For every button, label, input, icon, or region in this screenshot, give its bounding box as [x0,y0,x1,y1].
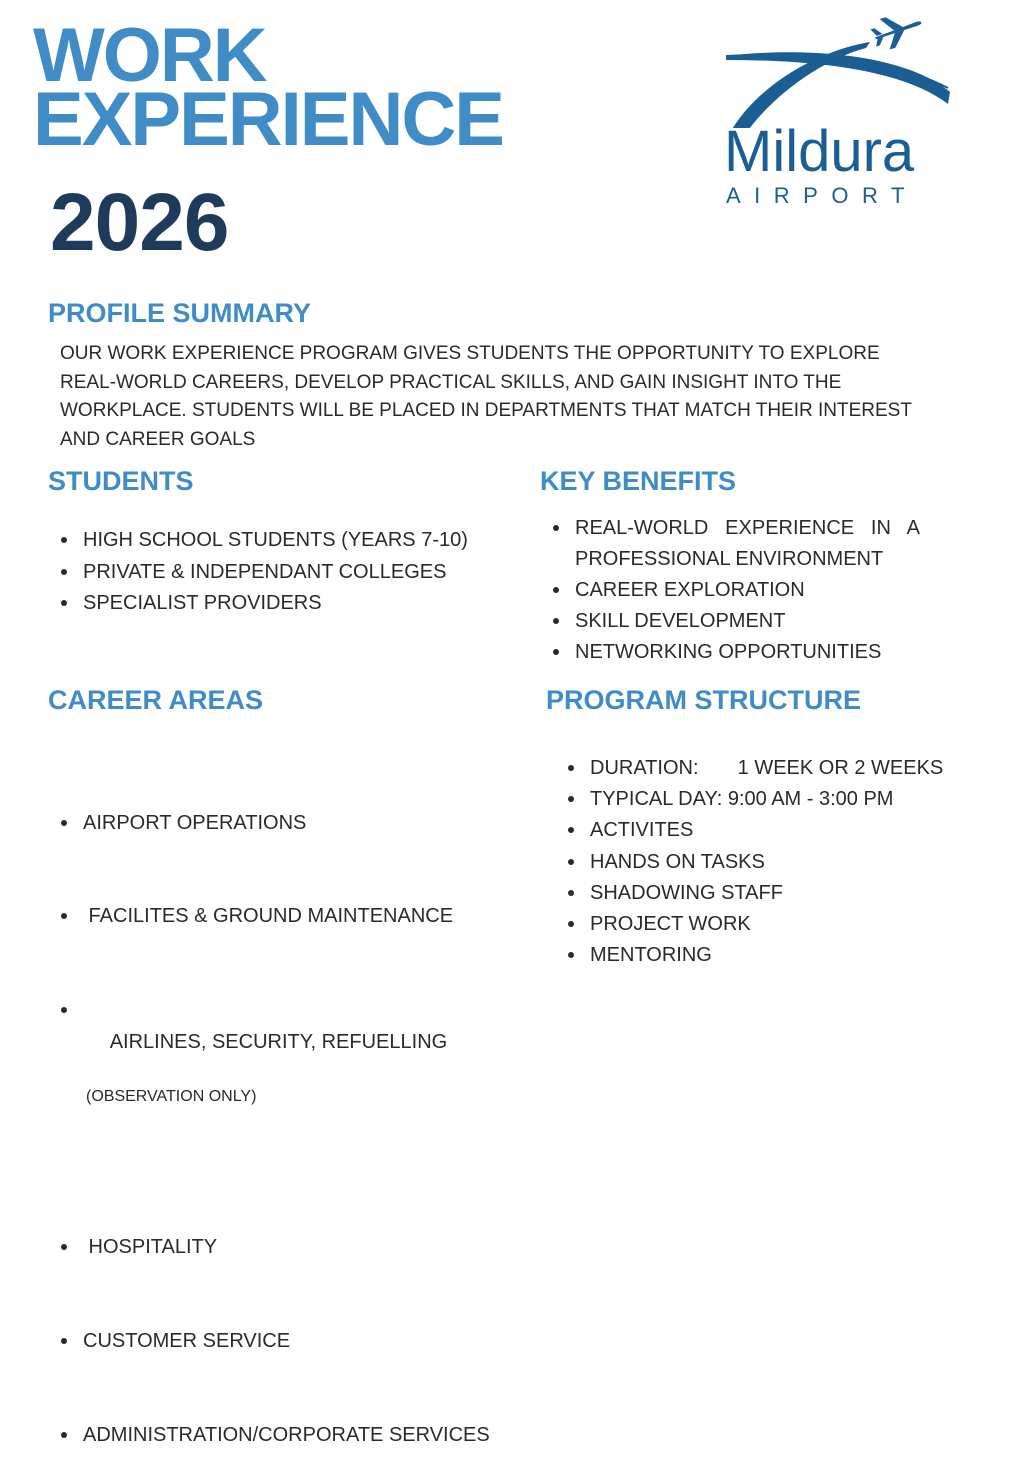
year-heading: 2026 [50,177,229,268]
logo-name: Mildura [724,119,915,184]
list-item: NETWORKING OPPORTUNITIES [548,637,920,668]
list-item: CAREER EXPLORATION [548,575,920,606]
list-item [563,753,983,784]
mildura-airport-logo [720,8,960,208]
list-item: ADMINISTRATION/CORPORATE SERVICES [56,1420,526,1451]
list-item: SKILL DEVELOPMENT [548,606,920,637]
program-structure-list [563,753,983,971]
title-line-experience: EXPERIENCE [33,77,503,162]
program-structure-heading: PROGRAM STRUCTURE [546,685,861,715]
list-item [56,995,526,1169]
list-item: FACILITES & GROUND MAINTENANCE [56,901,526,932]
duration-value: 1 WEEK OR 2 WEEKS [737,757,944,779]
list-item: CUSTOMER SERVICE [56,1326,526,1357]
logo-subtitle: AIRPORT [726,183,918,208]
list-item: REAL-WORLD EXPERIENCE IN A PROFESSIONAL ENVIRONMENT [548,513,920,575]
duration-label: DURATION: [590,757,699,779]
profile-summary-text: OUR WORK EXPERIENCE PROGRAM GIVES STUDENTS THE OPPORTUNITY TO EXPLORE REAL-WORLD CAREERS, DEVELOP PRACTICAL SKILLS, AND GAIN INSIGHT INTO THE WORKPLACE. STUDENTS WILL BE PLACED IN DEPARTMENTS THAT MATCH THEIR INTEREST AND CAREER GOALS [60,343,912,451]
key-benefits-heading: KEY BENEFITS [540,466,737,496]
observation-note: (OBSERVATION ONLY) [86,1088,257,1106]
list-item: HANDS ON TASKS [563,847,983,878]
title-line-work: WORK [33,13,266,98]
key-benefits-list [548,513,920,668]
list-item: SHADOWING STAFF [563,878,983,909]
list-item: MENTORING [563,940,983,971]
list-item: ACTIVITES [563,815,983,846]
list-item: SPECIALIST PROVIDERS [56,588,496,620]
airplane-icon [870,10,926,50]
career-areas-list [56,745,526,1483]
list-item-text: AIRLINES, SECURITY, REFUELLING [105,1030,448,1053]
list-item: PRIVATE & INDEPENDANT COLLEGES [56,557,496,589]
career-areas-heading: CAREER AREAS [48,685,264,715]
students-list [56,525,496,620]
list-item: TYPICAL DAY: 9:00 AM - 3:00 PM [563,784,983,815]
list-item: AIRPORT OPERATIONS [56,808,526,839]
page-title [33,13,503,162]
students-heading: STUDENTS [48,466,194,496]
list-item: PROJECT WORK [563,909,983,940]
list-item: HIGH SCHOOL STUDENTS (YEARS 7-10) [56,525,496,557]
profile-summary-heading: PROFILE SUMMARY [48,298,311,328]
list-item: HOSPITALITY [56,1232,526,1263]
